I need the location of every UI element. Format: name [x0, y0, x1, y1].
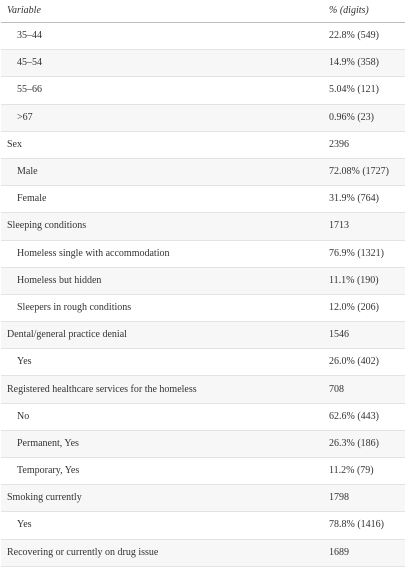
row-value: 708	[323, 376, 405, 403]
row-sublabel: Yes	[1, 349, 323, 376]
table-body	[1, 23, 405, 567]
row-sublabel: Homeless but hidden	[1, 267, 323, 294]
row-sublabel: 35–44	[1, 23, 323, 50]
table-row	[1, 240, 405, 267]
table-row	[1, 267, 405, 294]
row-value: 2396	[323, 131, 405, 158]
row-label: Sleeping conditions	[1, 213, 323, 240]
row-sublabel: Yes	[1, 512, 323, 539]
table-row	[1, 77, 405, 104]
table-row	[1, 131, 405, 158]
row-sublabel: Permanent, Yes	[1, 430, 323, 457]
row-value: 1713	[323, 213, 405, 240]
table-row	[1, 50, 405, 77]
row-value: 1798	[323, 485, 405, 512]
table-row	[1, 430, 405, 457]
row-sublabel: Temporary, Yes	[1, 458, 323, 485]
row-value: 22.8% (549)	[323, 23, 405, 50]
table-row	[1, 158, 405, 185]
table-row	[1, 294, 405, 321]
row-value: 1689	[323, 539, 405, 566]
row-label: Smoking currently	[1, 485, 323, 512]
table-row	[1, 458, 405, 485]
row-value: 31.9% (764)	[323, 186, 405, 213]
row-sublabel: Homeless single with accommodation	[1, 240, 323, 267]
row-label: Recovering or currently on drug issue	[1, 539, 323, 566]
row-sublabel: 55–66	[1, 77, 323, 104]
table-row	[1, 539, 405, 566]
table-row	[1, 403, 405, 430]
row-sublabel: Male	[1, 158, 323, 185]
row-sublabel: Sleepers in rough conditions	[1, 294, 323, 321]
row-label: Registered healthcare services for the homeless	[1, 376, 323, 403]
row-value: 72.08% (1727)	[323, 158, 405, 185]
row-value: 11.1% (190)	[323, 267, 405, 294]
data-table	[1, 0, 405, 567]
row-label: Sex	[1, 131, 323, 158]
table-row	[1, 322, 405, 349]
row-value: 76.9% (1321)	[323, 240, 405, 267]
header-variable: Variable	[1, 0, 323, 23]
table-row	[1, 23, 405, 50]
table-header	[1, 0, 405, 23]
row-value: 12.0% (206)	[323, 294, 405, 321]
row-value: 62.6% (443)	[323, 403, 405, 430]
header-row	[1, 0, 405, 23]
row-value: 14.9% (358)	[323, 50, 405, 77]
row-value: 26.0% (402)	[323, 349, 405, 376]
row-sublabel: 45–54	[1, 50, 323, 77]
table-row	[1, 512, 405, 539]
table-row	[1, 213, 405, 240]
row-sublabel: No	[1, 403, 323, 430]
table-row	[1, 104, 405, 131]
row-sublabel: >67	[1, 104, 323, 131]
row-value: 78.8% (1416)	[323, 512, 405, 539]
table-row	[1, 349, 405, 376]
table-row	[1, 376, 405, 403]
row-sublabel: Female	[1, 186, 323, 213]
table-row	[1, 485, 405, 512]
table-row	[1, 186, 405, 213]
row-label: Dental/general practice denial	[1, 322, 323, 349]
row-value: 1546	[323, 322, 405, 349]
row-value: 26.3% (186)	[323, 430, 405, 457]
row-value: 11.2% (79)	[323, 458, 405, 485]
row-value: 0.96% (23)	[323, 104, 405, 131]
header-percent: % (digits)	[323, 0, 405, 23]
row-value: 5.04% (121)	[323, 77, 405, 104]
